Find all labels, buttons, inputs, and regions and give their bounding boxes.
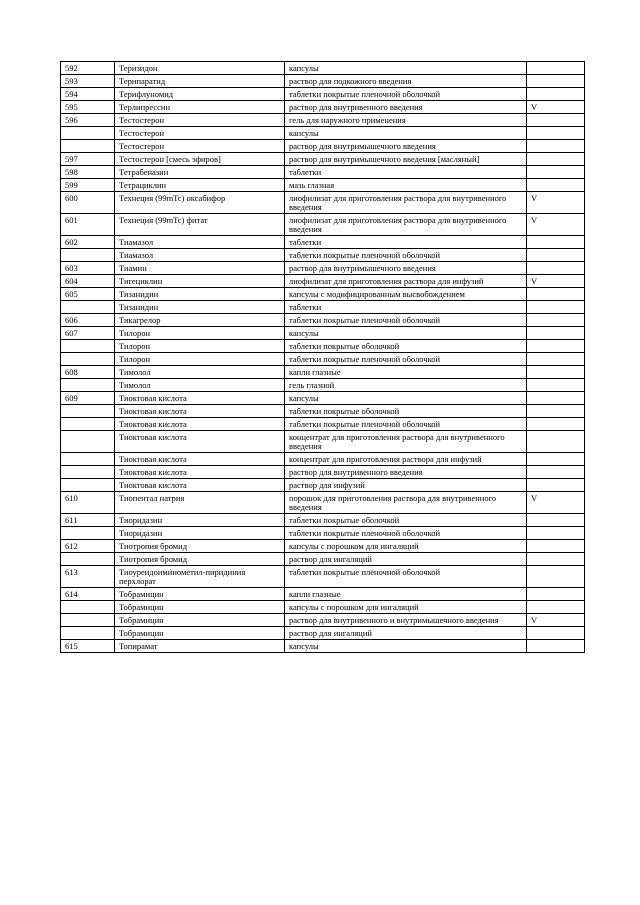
table-row (61, 453, 585, 466)
mark-cell (527, 453, 585, 466)
mark-cell (527, 627, 585, 640)
mark-cell (527, 140, 585, 153)
drug-name-cell: Тетрациклин (115, 179, 285, 192)
row-number-cell: 601 (61, 214, 115, 236)
drug-name-cell: Тигециклин (115, 275, 285, 288)
dosage-form-cell: мазь глазная (285, 179, 527, 192)
table-row (61, 614, 585, 627)
dosage-form-cell: таблетки покрытые пленочной оболочкой (285, 88, 527, 101)
table-body (61, 62, 585, 653)
mark-cell (527, 62, 585, 75)
drug-name-cell: Тизанидин (115, 301, 285, 314)
dosage-form-cell: раствор для внутримышечного введения [масляный] (285, 153, 527, 166)
table-row (61, 101, 585, 114)
row-number-cell: 596 (61, 114, 115, 127)
table-row (61, 192, 585, 214)
row-number-cell: 612 (61, 540, 115, 553)
table-row (61, 249, 585, 262)
drug-name-cell: Технеция (99mTc) оксабифор (115, 192, 285, 214)
table-row (61, 553, 585, 566)
table-row (61, 179, 585, 192)
row-number-cell: 595 (61, 101, 115, 114)
dosage-form-cell: лиофилизат для приготовления раствора для внутривенного введения (285, 192, 527, 214)
dosage-form-cell: капсулы с модифицированным высвобождением (285, 288, 527, 301)
dosage-form-cell: раствор для внутримышечного введения (285, 140, 527, 153)
drug-name-cell: Терлипрессин (115, 101, 285, 114)
row-number-cell: 613 (61, 566, 115, 588)
row-number-cell: 598 (61, 166, 115, 179)
mark-cell (527, 249, 585, 262)
mark-cell (527, 153, 585, 166)
dosage-form-cell: таблетки покрытые пленочной оболочкой (285, 566, 527, 588)
mark-cell (527, 236, 585, 249)
document-page (60, 61, 584, 653)
dosage-form-cell: капсулы (285, 127, 527, 140)
table-row (61, 166, 585, 179)
drug-list-table (60, 61, 585, 653)
table-row (61, 366, 585, 379)
row-number-cell (61, 453, 115, 466)
dosage-form-cell: раствор для внутривенного введения (285, 466, 527, 479)
dosage-form-cell: таблетки покрытые оболочкой (285, 405, 527, 418)
row-number-cell: 599 (61, 179, 115, 192)
dosage-form-cell: таблетки покрытые оболочкой (285, 514, 527, 527)
mark-cell (527, 314, 585, 327)
table-row (61, 431, 585, 453)
mark-cell: V (527, 192, 585, 214)
drug-name-cell: Тиамазол (115, 236, 285, 249)
row-number-cell (61, 249, 115, 262)
drug-name-cell: Тобрамицин (115, 601, 285, 614)
mark-cell: V (527, 101, 585, 114)
table-row (61, 288, 585, 301)
mark-cell (527, 379, 585, 392)
drug-name-cell: Тиотропия бромид (115, 553, 285, 566)
mark-cell (527, 114, 585, 127)
dosage-form-cell: таблетки покрытые пленочной оболочкой (285, 249, 527, 262)
mark-cell: V (527, 492, 585, 514)
dosage-form-cell: раствор для подкожного введения (285, 75, 527, 88)
row-number-cell: 606 (61, 314, 115, 327)
drug-name-cell: Тиоктовая кислота (115, 466, 285, 479)
table-row (61, 340, 585, 353)
row-number-cell (61, 379, 115, 392)
mark-cell (527, 262, 585, 275)
row-number-cell: 614 (61, 588, 115, 601)
drug-name-cell: Тиотропия бромид (115, 540, 285, 553)
drug-name-cell: Тиамазол (115, 249, 285, 262)
drug-name-cell: Тилорон (115, 340, 285, 353)
table-row (61, 301, 585, 314)
dosage-form-cell: гель глазной (285, 379, 527, 392)
row-number-cell: 592 (61, 62, 115, 75)
table-row (61, 379, 585, 392)
drug-name-cell: Тестостерон [смесь эфиров] (115, 153, 285, 166)
drug-name-cell: Тимолол (115, 366, 285, 379)
dosage-form-cell: раствор для внутривенного и внутримышечного введения (285, 614, 527, 627)
mark-cell (527, 353, 585, 366)
mark-cell (527, 553, 585, 566)
table-row (61, 492, 585, 514)
dosage-form-cell: гель для наружного применения (285, 114, 527, 127)
row-number-cell (61, 553, 115, 566)
drug-name-cell: Топирамат (115, 640, 285, 653)
dosage-form-cell: таблетки покрытые пленочной оболочкой (285, 353, 527, 366)
row-number-cell: 604 (61, 275, 115, 288)
mark-cell (527, 327, 585, 340)
mark-cell (527, 514, 585, 527)
drug-name-cell: Тикагрелор (115, 314, 285, 327)
dosage-form-cell: таблетки (285, 301, 527, 314)
dosage-form-cell: раствор для ингаляций (285, 553, 527, 566)
mark-cell (527, 405, 585, 418)
mark-cell (527, 418, 585, 431)
drug-name-cell: Тобрамицин (115, 627, 285, 640)
row-number-cell (61, 614, 115, 627)
dosage-form-cell: раствор для ингаляций (285, 627, 527, 640)
drug-name-cell: Тиоктовая кислота (115, 431, 285, 453)
row-number-cell: 608 (61, 366, 115, 379)
table-row (61, 392, 585, 405)
dosage-form-cell: таблетки покрытые оболочкой (285, 340, 527, 353)
row-number-cell (61, 301, 115, 314)
table-row (61, 62, 585, 75)
dosage-form-cell: таблетки покрытые пленочной оболочкой (285, 527, 527, 540)
drug-name-cell: Тобрамицин (115, 588, 285, 601)
drug-name-cell: Тетрабеназин (115, 166, 285, 179)
row-number-cell (61, 601, 115, 614)
row-number-cell (61, 479, 115, 492)
dosage-form-cell: порошок для приготовления раствора для внутривенного введения (285, 492, 527, 514)
drug-name-cell: Тобрамицин (115, 614, 285, 627)
table-row (61, 127, 585, 140)
row-number-cell: 607 (61, 327, 115, 340)
mark-cell: V (527, 614, 585, 627)
drug-name-cell: Тиоктовая кислота (115, 405, 285, 418)
row-number-cell (61, 405, 115, 418)
mark-cell (527, 479, 585, 492)
table-row (61, 527, 585, 540)
row-number-cell: 605 (61, 288, 115, 301)
drug-name-cell: Тилорон (115, 327, 285, 340)
drug-name-cell: Тизанидин (115, 288, 285, 301)
mark-cell: V (527, 275, 585, 288)
dosage-form-cell: капсулы (285, 392, 527, 405)
dosage-form-cell: раствор для внутримышечного введения (285, 262, 527, 275)
table-row (61, 405, 585, 418)
row-number-cell: 615 (61, 640, 115, 653)
row-number-cell (61, 431, 115, 453)
drug-name-cell: Тестостерон (115, 127, 285, 140)
mark-cell (527, 566, 585, 588)
drug-name-cell: Тестостерон (115, 114, 285, 127)
row-number-cell (61, 418, 115, 431)
table-row (61, 353, 585, 366)
row-number-cell: 609 (61, 392, 115, 405)
row-number-cell (61, 127, 115, 140)
drug-name-cell: Терипаратид (115, 75, 285, 88)
drug-name-cell: Тиоктовая кислота (115, 392, 285, 405)
mark-cell (527, 288, 585, 301)
table-row (61, 140, 585, 153)
drug-name-cell: Технеция (99mTc) фитат (115, 214, 285, 236)
row-number-cell (61, 466, 115, 479)
row-number-cell (61, 627, 115, 640)
table-row (61, 236, 585, 249)
mark-cell (527, 127, 585, 140)
drug-name-cell: Теризидон (115, 62, 285, 75)
row-number-cell: 593 (61, 75, 115, 88)
table-row (61, 314, 585, 327)
table-row (61, 153, 585, 166)
table-row (61, 601, 585, 614)
row-number-cell (61, 527, 115, 540)
table-row (61, 327, 585, 340)
row-number-cell: 600 (61, 192, 115, 214)
dosage-form-cell: капсулы (285, 640, 527, 653)
drug-name-cell: Тиамин (115, 262, 285, 275)
dosage-form-cell: капсулы (285, 327, 527, 340)
dosage-form-cell: капсулы (285, 62, 527, 75)
mark-cell (527, 527, 585, 540)
dosage-form-cell: капли глазные (285, 588, 527, 601)
dosage-form-cell: раствор для внутривенного введения (285, 101, 527, 114)
table-row (61, 88, 585, 101)
mark-cell (527, 466, 585, 479)
row-number-cell: 597 (61, 153, 115, 166)
dosage-form-cell: лиофилизат для приготовления раствора для инфузий (285, 275, 527, 288)
table-row (61, 114, 585, 127)
dosage-form-cell: лиофилизат для приготовления раствора для внутривенного введения (285, 214, 527, 236)
dosage-form-cell: капли глазные (285, 366, 527, 379)
mark-cell (527, 366, 585, 379)
drug-name-cell: Тиоридазин (115, 514, 285, 527)
dosage-form-cell: капсулы с порошком для ингаляций (285, 601, 527, 614)
table-row (61, 275, 585, 288)
table-row (61, 214, 585, 236)
dosage-form-cell: концентрат для приготовления раствора для инфузий (285, 453, 527, 466)
row-number-cell: 602 (61, 236, 115, 249)
drug-name-cell: Тиопентал натрия (115, 492, 285, 514)
table-row (61, 540, 585, 553)
table-row (61, 479, 585, 492)
mark-cell (527, 640, 585, 653)
mark-cell (527, 75, 585, 88)
dosage-form-cell: таблетки (285, 236, 527, 249)
table-row (61, 566, 585, 588)
mark-cell (527, 166, 585, 179)
drug-name-cell: Тиоктовая кислота (115, 453, 285, 466)
dosage-form-cell: таблетки покрытые пленочной оболочкой (285, 418, 527, 431)
mark-cell (527, 431, 585, 453)
row-number-cell: 611 (61, 514, 115, 527)
mark-cell: V (527, 214, 585, 236)
dosage-form-cell: раствор для инфузий (285, 479, 527, 492)
dosage-form-cell: концентрат для приготовления раствора для внутривенного введения (285, 431, 527, 453)
drug-name-cell: Тиоктовая кислота (115, 479, 285, 492)
mark-cell (527, 392, 585, 405)
mark-cell (527, 601, 585, 614)
row-number-cell (61, 353, 115, 366)
table-row (61, 75, 585, 88)
drug-name-cell: Терифлуномид (115, 88, 285, 101)
table-row (61, 418, 585, 431)
mark-cell (527, 588, 585, 601)
drug-name-cell: Тиоридазин (115, 527, 285, 540)
dosage-form-cell: капсулы с порошком для ингаляций (285, 540, 527, 553)
drug-name-cell: Тестостерон (115, 140, 285, 153)
row-number-cell: 603 (61, 262, 115, 275)
drug-name-cell: Тимолол (115, 379, 285, 392)
mark-cell (527, 540, 585, 553)
drug-name-cell: Тиоуреидоиминометил-пиридиния перхлорат (115, 566, 285, 588)
row-number-cell: 594 (61, 88, 115, 101)
mark-cell (527, 340, 585, 353)
mark-cell (527, 88, 585, 101)
table-row (61, 262, 585, 275)
row-number-cell (61, 140, 115, 153)
dosage-form-cell: таблетки (285, 166, 527, 179)
table-row (61, 640, 585, 653)
dosage-form-cell: таблетки покрытые пленочной оболочкой (285, 314, 527, 327)
table-row (61, 627, 585, 640)
mark-cell (527, 179, 585, 192)
table-row (61, 588, 585, 601)
table-row (61, 514, 585, 527)
drug-name-cell: Тиоктовая кислота (115, 418, 285, 431)
row-number-cell (61, 340, 115, 353)
mark-cell (527, 301, 585, 314)
drug-name-cell: Тилорон (115, 353, 285, 366)
table-row (61, 466, 585, 479)
row-number-cell: 610 (61, 492, 115, 514)
